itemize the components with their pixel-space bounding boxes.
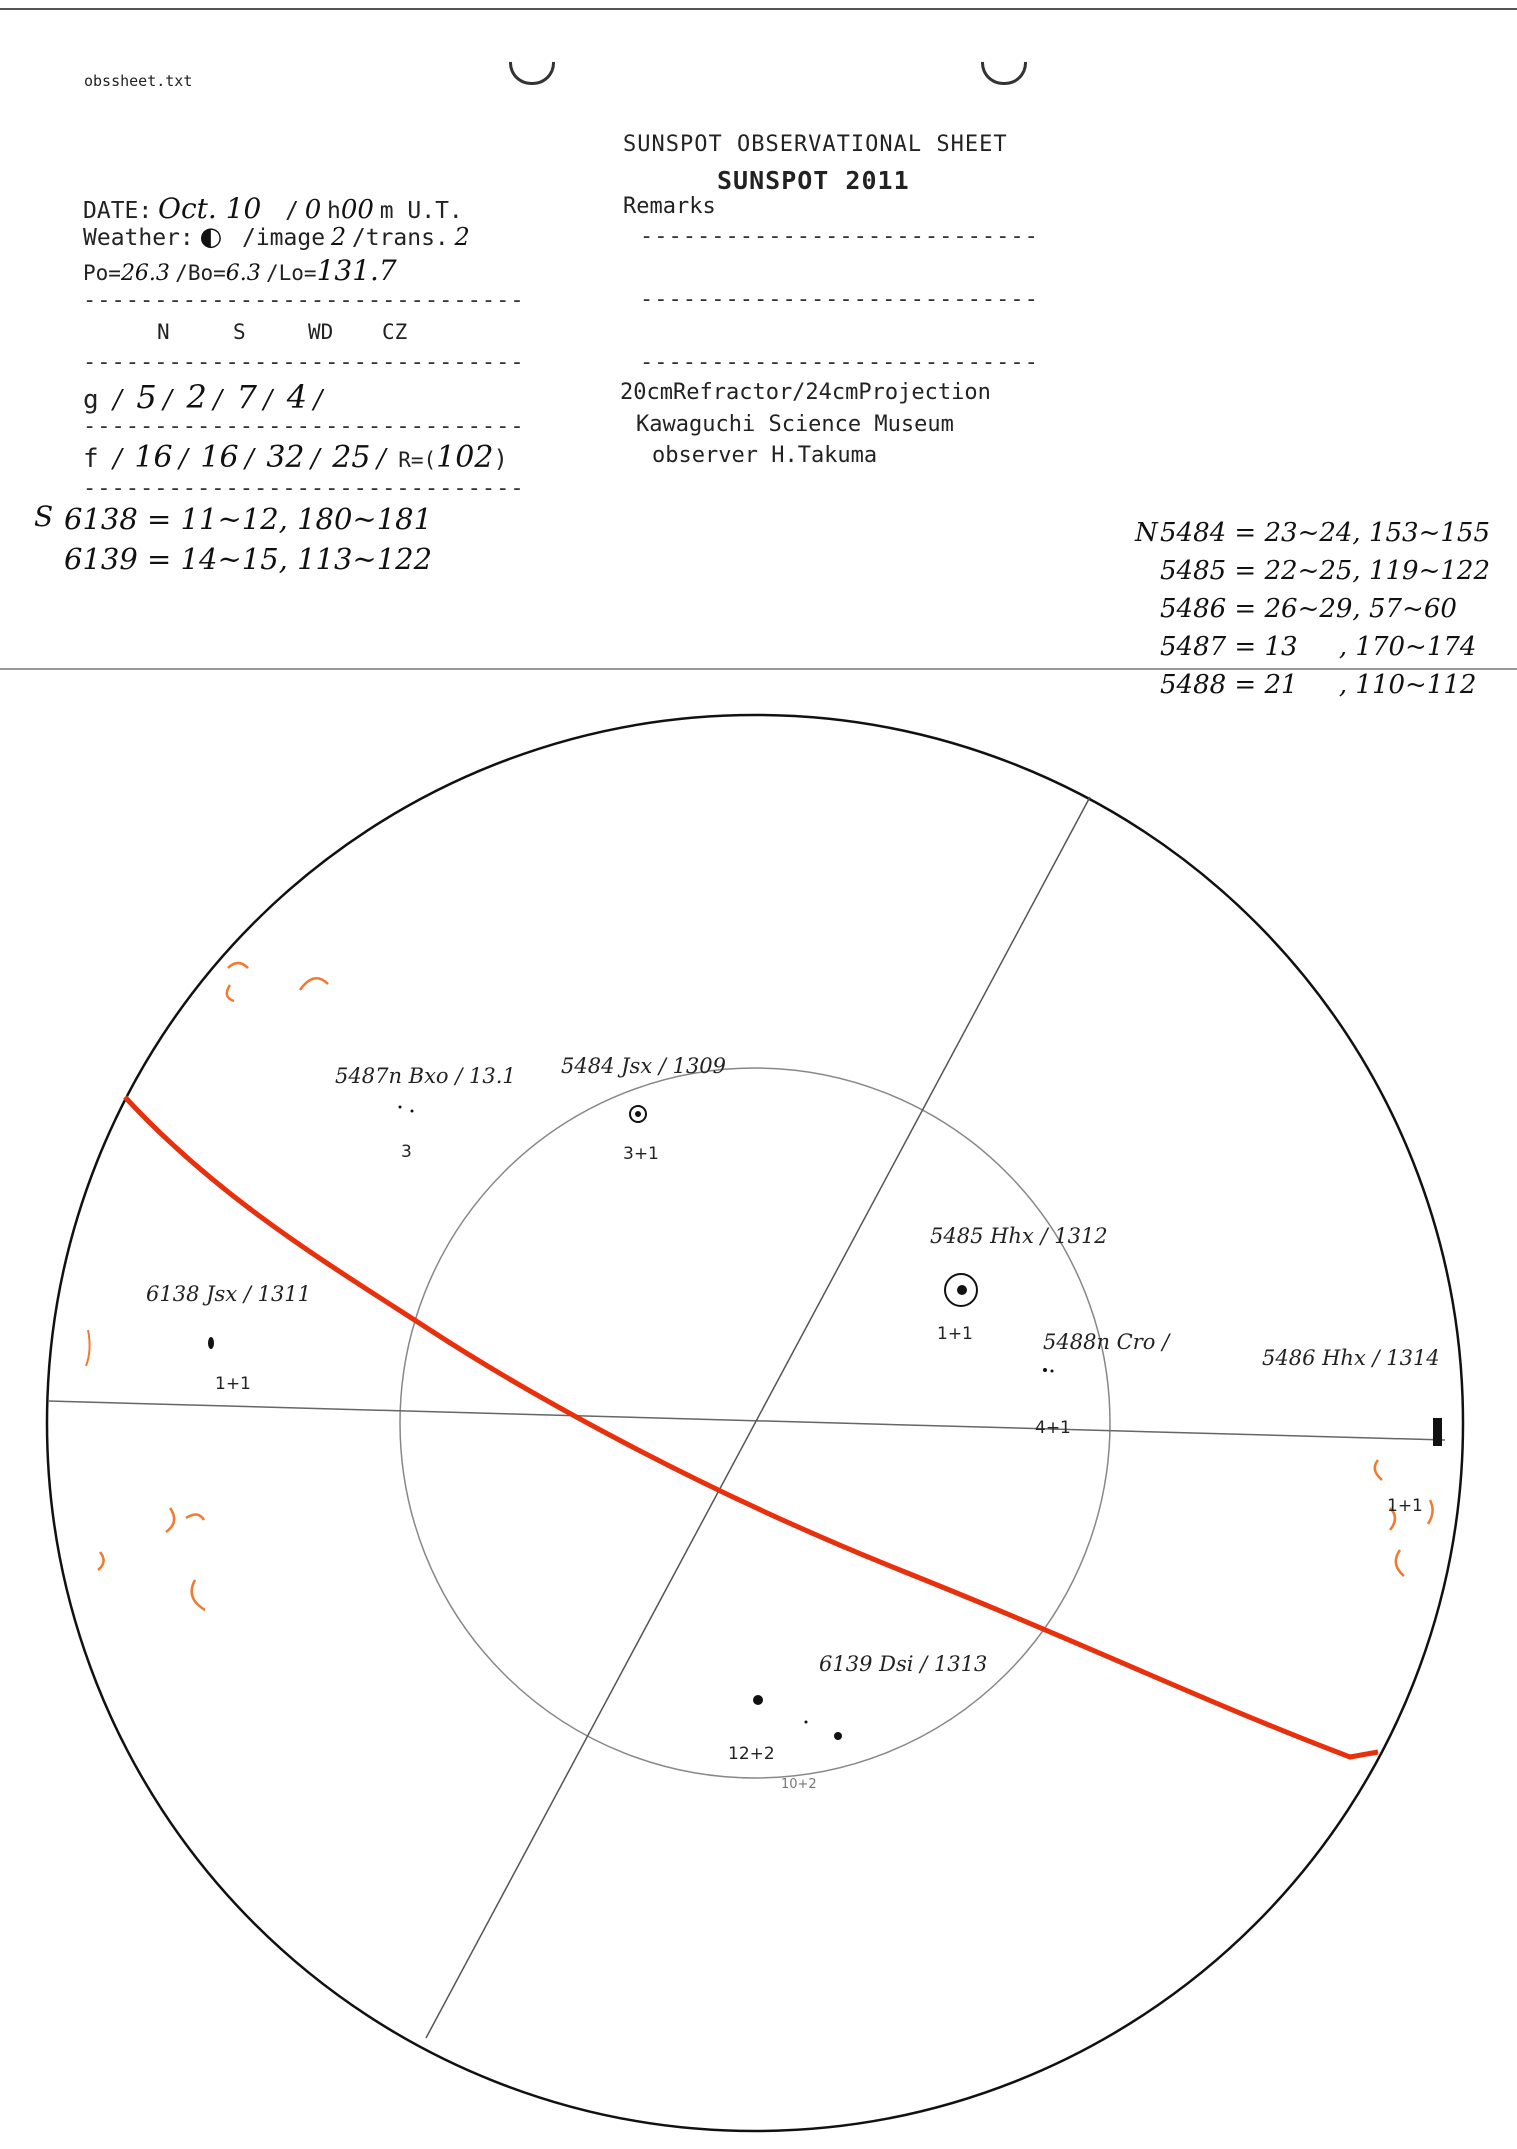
group-label: 6138 Jsx / 1311 [146, 1282, 312, 1306]
site-info: Kawaguchi Science Museum [636, 412, 954, 437]
sunspot [1051, 1370, 1054, 1373]
po-label: Po= [83, 261, 121, 285]
po-value: 26.3 [120, 261, 170, 286]
r-close: ) [493, 445, 508, 473]
divider: ------------------------------- [83, 288, 525, 313]
faculae-mark [86, 1330, 90, 1366]
trans-value: 2 [454, 223, 470, 251]
north-region-row: 5485 = 22~25, 119~122 [1160, 556, 1491, 586]
f-n: 16 [134, 440, 173, 475]
f-label: f [83, 444, 99, 474]
lo-value: 131.7 [316, 254, 397, 287]
group-count: 3 [401, 1142, 412, 1162]
south-region-row: 6139 = 14~15, 113~122 [64, 542, 433, 576]
remarks-line-1: ---------------------------- [640, 224, 1039, 249]
image-value: 2 [330, 223, 347, 251]
sunspot [399, 1106, 402, 1109]
r-value: 102 [436, 440, 494, 475]
sheet-subtitle: SUNSPOT 2011 [717, 166, 910, 195]
sunspot [805, 1721, 808, 1724]
date-value: Oct. 10 [158, 192, 262, 225]
f-cz: 25 [332, 440, 371, 475]
divider: ------------------------------- [83, 350, 525, 375]
file-name: obssheet.txt [84, 72, 193, 90]
sunspot [1043, 1368, 1047, 1372]
group-count: 1+1 [937, 1324, 973, 1344]
g-row: g / 5 / 2 / 7 / 4 / [83, 378, 323, 416]
remarks-line-2: ---------------------------- [640, 287, 1039, 312]
sunspot-umbra [957, 1285, 967, 1295]
equator-line [125, 1097, 1378, 1757]
weather-value: ◐ [199, 222, 223, 252]
sheet-title: SUNSPOT OBSERVATIONAL SHEET [623, 132, 1008, 157]
g-label: g [83, 385, 99, 415]
instrument-info: 20cmRefractor/24cmProjection [620, 380, 991, 405]
faculae-mark [227, 963, 328, 1001]
hour-value: 0 [304, 195, 322, 225]
south-prefix: S [34, 500, 54, 533]
observer-info: observer H.Takuma [652, 443, 878, 468]
col-wd: WD [308, 320, 334, 344]
bo-value: 6.3 [225, 261, 261, 286]
group-count: 1+1 [215, 1374, 251, 1394]
group-label: 6139 Dsi / 1313 [819, 1652, 988, 1676]
col-cz: CZ [382, 320, 408, 344]
sunspot [834, 1732, 842, 1740]
sunspot [208, 1337, 214, 1349]
col-n: N [157, 320, 170, 344]
f-wd: 32 [266, 440, 305, 475]
date-label: DATE: [83, 198, 153, 224]
group-label: 5484 Jsx / 1309 [561, 1054, 727, 1078]
r-label: R=( [398, 448, 437, 472]
north-region-row: 5486 = 26~29, 57~60 [1160, 594, 1457, 624]
g-cz: 4 [286, 378, 308, 416]
faculae-mark [1375, 1460, 1433, 1576]
north-region-row: 5487 = 13 , 170~174 [1160, 632, 1477, 662]
group-count: 3+1 [623, 1144, 659, 1164]
g-n: 5 [136, 378, 157, 416]
hour-unit: h [326, 198, 341, 224]
minute-value: 00 [340, 195, 374, 225]
date-separator: / [285, 198, 299, 224]
f-row: f / 16 / 16 / 32 / 25 / R=(102) [83, 440, 508, 475]
group-label: 5485 Hhx / 1312 [930, 1224, 1108, 1248]
north-region-row: 5484 = 23~24, 153~155 [1160, 518, 1491, 548]
image-label: /image [241, 225, 326, 251]
lo-label: /Lo= [266, 261, 317, 285]
group-count: 4+1 [1035, 1418, 1071, 1438]
north-prefix: N [1135, 518, 1158, 548]
sunspot [753, 1695, 763, 1705]
east-west-line [48, 1401, 1445, 1440]
sunspot-umbra [635, 1111, 641, 1117]
minute-unit: m U.T. [379, 198, 463, 224]
divider: ------------------------------- [83, 414, 525, 439]
divider: ------------------------------- [83, 476, 525, 501]
group-count: 1+1 [1387, 1496, 1423, 1516]
f-s: 16 [200, 440, 239, 475]
g-wd: 7 [236, 378, 258, 416]
trans-label: /trans. [351, 225, 449, 251]
group-label: 5488n Cro / [1043, 1330, 1170, 1354]
group-label: 5486 Hhx / 1314 [1262, 1346, 1440, 1370]
group-label: 5487n Bxo / 13.1 [335, 1064, 516, 1088]
group-count: 12+2 [728, 1744, 775, 1764]
sunspot [1433, 1418, 1442, 1446]
weather-label: Weather: [83, 225, 194, 251]
remarks-label: Remarks [623, 194, 716, 219]
south-region-row: 6138 = 11~12, 180~181 [64, 502, 433, 536]
g-s: 2 [186, 378, 207, 416]
sunspot [411, 1110, 414, 1113]
bo-label: /Bo= [175, 261, 226, 285]
north-region-row: 5488 = 21 , 110~112 [1160, 670, 1477, 700]
col-s: S [233, 320, 246, 344]
extra-count: 10+2 [781, 1777, 817, 1792]
remarks-line-3: ---------------------------- [640, 350, 1039, 375]
rotation-axis-line [426, 797, 1090, 2038]
faculae-mark [98, 1508, 205, 1610]
